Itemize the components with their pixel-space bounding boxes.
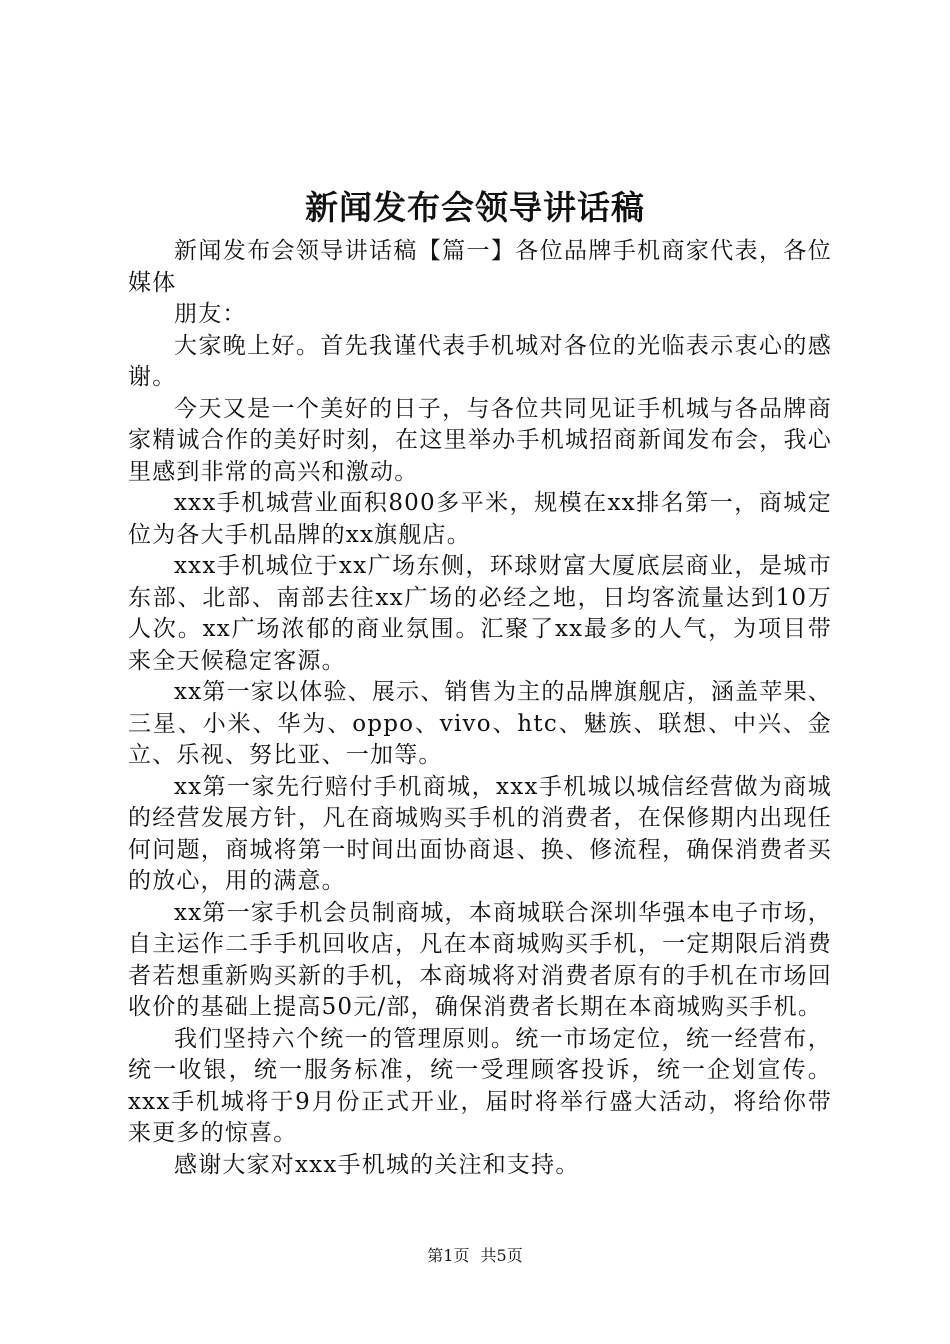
paragraph-intro: 新闻发布会领导讲话稿【篇一】各位品牌手机商家代表，各位媒体: [128, 238, 832, 296]
document-title: 新闻发布会领导讲话稿: [305, 188, 645, 227]
paragraph-brands: xx第一家以体验、展示、销售为主的品牌旗舰店，涵盖苹果、三星、小米、华为、oppo、vivo、htc、魅族、联想、中兴、金立、乐视、努比亚、一加等。: [128, 679, 832, 768]
paragraph-salutation: 朋友：: [174, 301, 247, 327]
paragraph-location: xxx手机城位于xx广场东侧，环球财富大厦底层商业，是城市东部、北部、南部去往xx广场的必经之地，日均客流量达到10万人次。xx广场浓郁的商业氛围。汇聚了xx最多的人气，为项目带来全天候稳定客源。: [128, 553, 832, 674]
paragraph-occasion: 今天又是一个美好的日子，与各位共同见证手机城与各品牌商家精诚合作的美好时刻，在这里举办手机城招商新闻发布会，我心里感到非常的高兴和激动。: [128, 395, 832, 485]
paragraph-scale: xxx手机城营业面积800多平米，规模在xx排名第一，商城定位为各大手机品牌的xx旗舰店。: [128, 490, 832, 548]
page-number: 第1页: [427, 1246, 470, 1265]
paragraph-greeting: 大家晚上好。首先我谨代表手机城对各位的光临表示衷心的感谢。: [128, 332, 832, 390]
paragraph-principles: 我们坚持六个统一的管理原则。统一市场定位，统一经营布，统一收银，统一服务标准，统一受理顾客投诉，统一企划宣传。xxx手机城将于9月份正式开业，届时将举行盛大活动，将给你带来更多的惊喜。: [128, 1025, 832, 1146]
paragraph-compensation: xx第一家先行赔付手机商城，xxx手机城以城信经营做为商城的经营发展方针，凡在商城购买手机的消费者，在保修期内出现任何问题，商城将第一时间出面协商退、换、修流程，确保消费者买的放心，用的满意。: [128, 773, 832, 894]
page-total: 共5页: [480, 1246, 523, 1265]
paragraph-membership: xx第一家手机会员制商城，本商城联合深圳华强本电子市场，自主运作二手手机回收店，凡在本商城购买手机，一定期限后消费者若想重新购买新的手机，本商城将对消费者原有的手机在市场回收价的基础上提高50元/部，确保消费者长期在本商城购买手机。: [128, 899, 832, 1020]
paragraph-thanks: 感谢大家对xxx手机城的关注和支持。: [174, 1151, 580, 1178]
document-body: [128, 236, 832, 1181]
page-footer: [0, 1244, 950, 1268]
